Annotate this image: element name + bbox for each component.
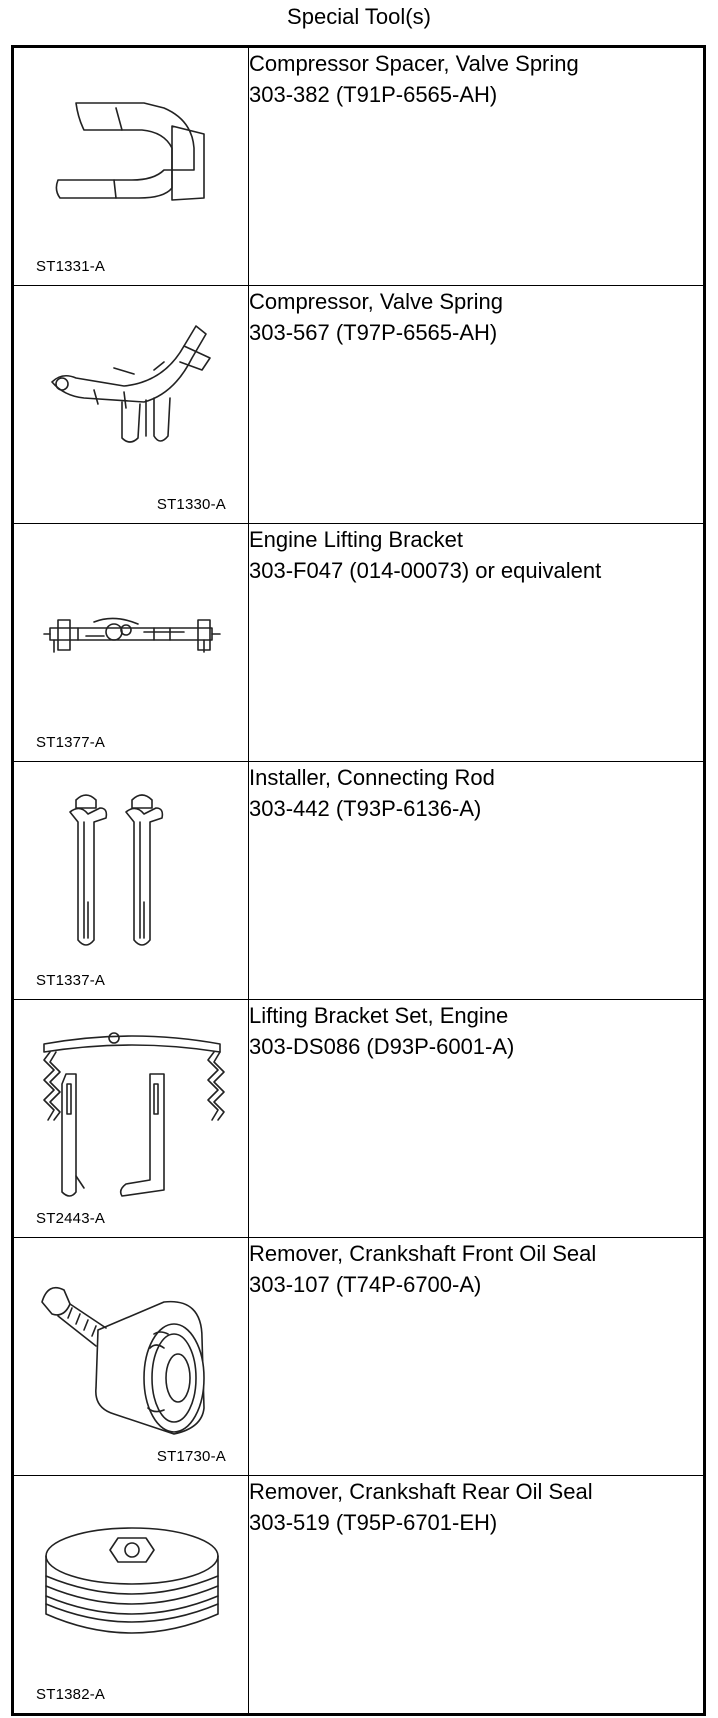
tool-illustration-cell bbox=[13, 524, 249, 762]
tool-number: 303-519 (T95P-6701-EH) bbox=[249, 1510, 498, 1535]
tool-description bbox=[249, 762, 705, 1000]
tool-name: Installer, Connecting Rod bbox=[249, 765, 495, 790]
tool-code: ST1377-A bbox=[36, 734, 106, 751]
tool-number: 303-F047 (014-00073) or equivalent bbox=[249, 558, 602, 583]
lifting-bracket-icon bbox=[14, 524, 248, 761]
tool-name: Remover, Crankshaft Rear Oil Seal bbox=[249, 1479, 593, 1504]
valve-spring-compressor-icon bbox=[14, 286, 248, 523]
front-seal-remover-icon bbox=[14, 1238, 248, 1475]
table-row bbox=[13, 47, 705, 286]
tool-description bbox=[249, 47, 705, 286]
tool-code: ST1730-A bbox=[156, 1448, 226, 1465]
tool-number: 303-107 (T74P-6700-A) bbox=[249, 1272, 482, 1297]
tool-name: Remover, Crankshaft Front Oil Seal bbox=[249, 1241, 597, 1266]
tool-illustration-cell bbox=[13, 47, 249, 286]
tool-name: Compressor Spacer, Valve Spring bbox=[249, 51, 579, 76]
tool-description bbox=[249, 1000, 705, 1238]
tool-description bbox=[249, 286, 705, 524]
valve-spring-spacer-icon bbox=[14, 48, 248, 285]
connecting-rod-installer-icon bbox=[14, 762, 248, 999]
tool-illustration-cell bbox=[13, 762, 249, 1000]
tool-name: Engine Lifting Bracket bbox=[249, 527, 464, 552]
tool-code: ST1337-A bbox=[36, 972, 106, 989]
tool-illustration-cell bbox=[13, 1238, 249, 1476]
tool-code: ST1382-A bbox=[36, 1686, 106, 1703]
tool-description bbox=[249, 524, 705, 762]
tool-description bbox=[249, 1476, 705, 1715]
tool-number: 303-442 (T93P-6136-A) bbox=[249, 796, 482, 821]
table-row bbox=[13, 762, 705, 1000]
table-row bbox=[13, 286, 705, 524]
table-row bbox=[13, 1000, 705, 1238]
tool-illustration-cell bbox=[13, 286, 249, 524]
tool-number: 303-567 (T97P-6565-AH) bbox=[249, 320, 498, 345]
tool-illustration-cell bbox=[13, 1476, 249, 1715]
table-row bbox=[13, 1238, 705, 1476]
table-row bbox=[13, 524, 705, 762]
page-title: Special Tool(s) bbox=[287, 4, 431, 29]
tool-code: ST1331-A bbox=[36, 258, 106, 275]
tool-name: Lifting Bracket Set, Engine bbox=[249, 1003, 509, 1028]
tool-name: Compressor, Valve Spring bbox=[249, 289, 503, 314]
tool-code: ST2443-A bbox=[36, 1210, 106, 1227]
tool-illustration-cell bbox=[13, 1000, 249, 1238]
rear-seal-remover-icon bbox=[14, 1476, 248, 1713]
lifting-bracket-set-icon bbox=[14, 1000, 248, 1237]
tool-number: 303-DS086 (D93P-6001-A) bbox=[249, 1034, 515, 1059]
table-row bbox=[13, 1476, 705, 1715]
tool-number: 303-382 (T91P-6565-AH) bbox=[249, 82, 498, 107]
tool-description bbox=[249, 1238, 705, 1476]
special-tools-table bbox=[11, 45, 706, 1716]
tool-code: ST1330-A bbox=[156, 496, 226, 513]
